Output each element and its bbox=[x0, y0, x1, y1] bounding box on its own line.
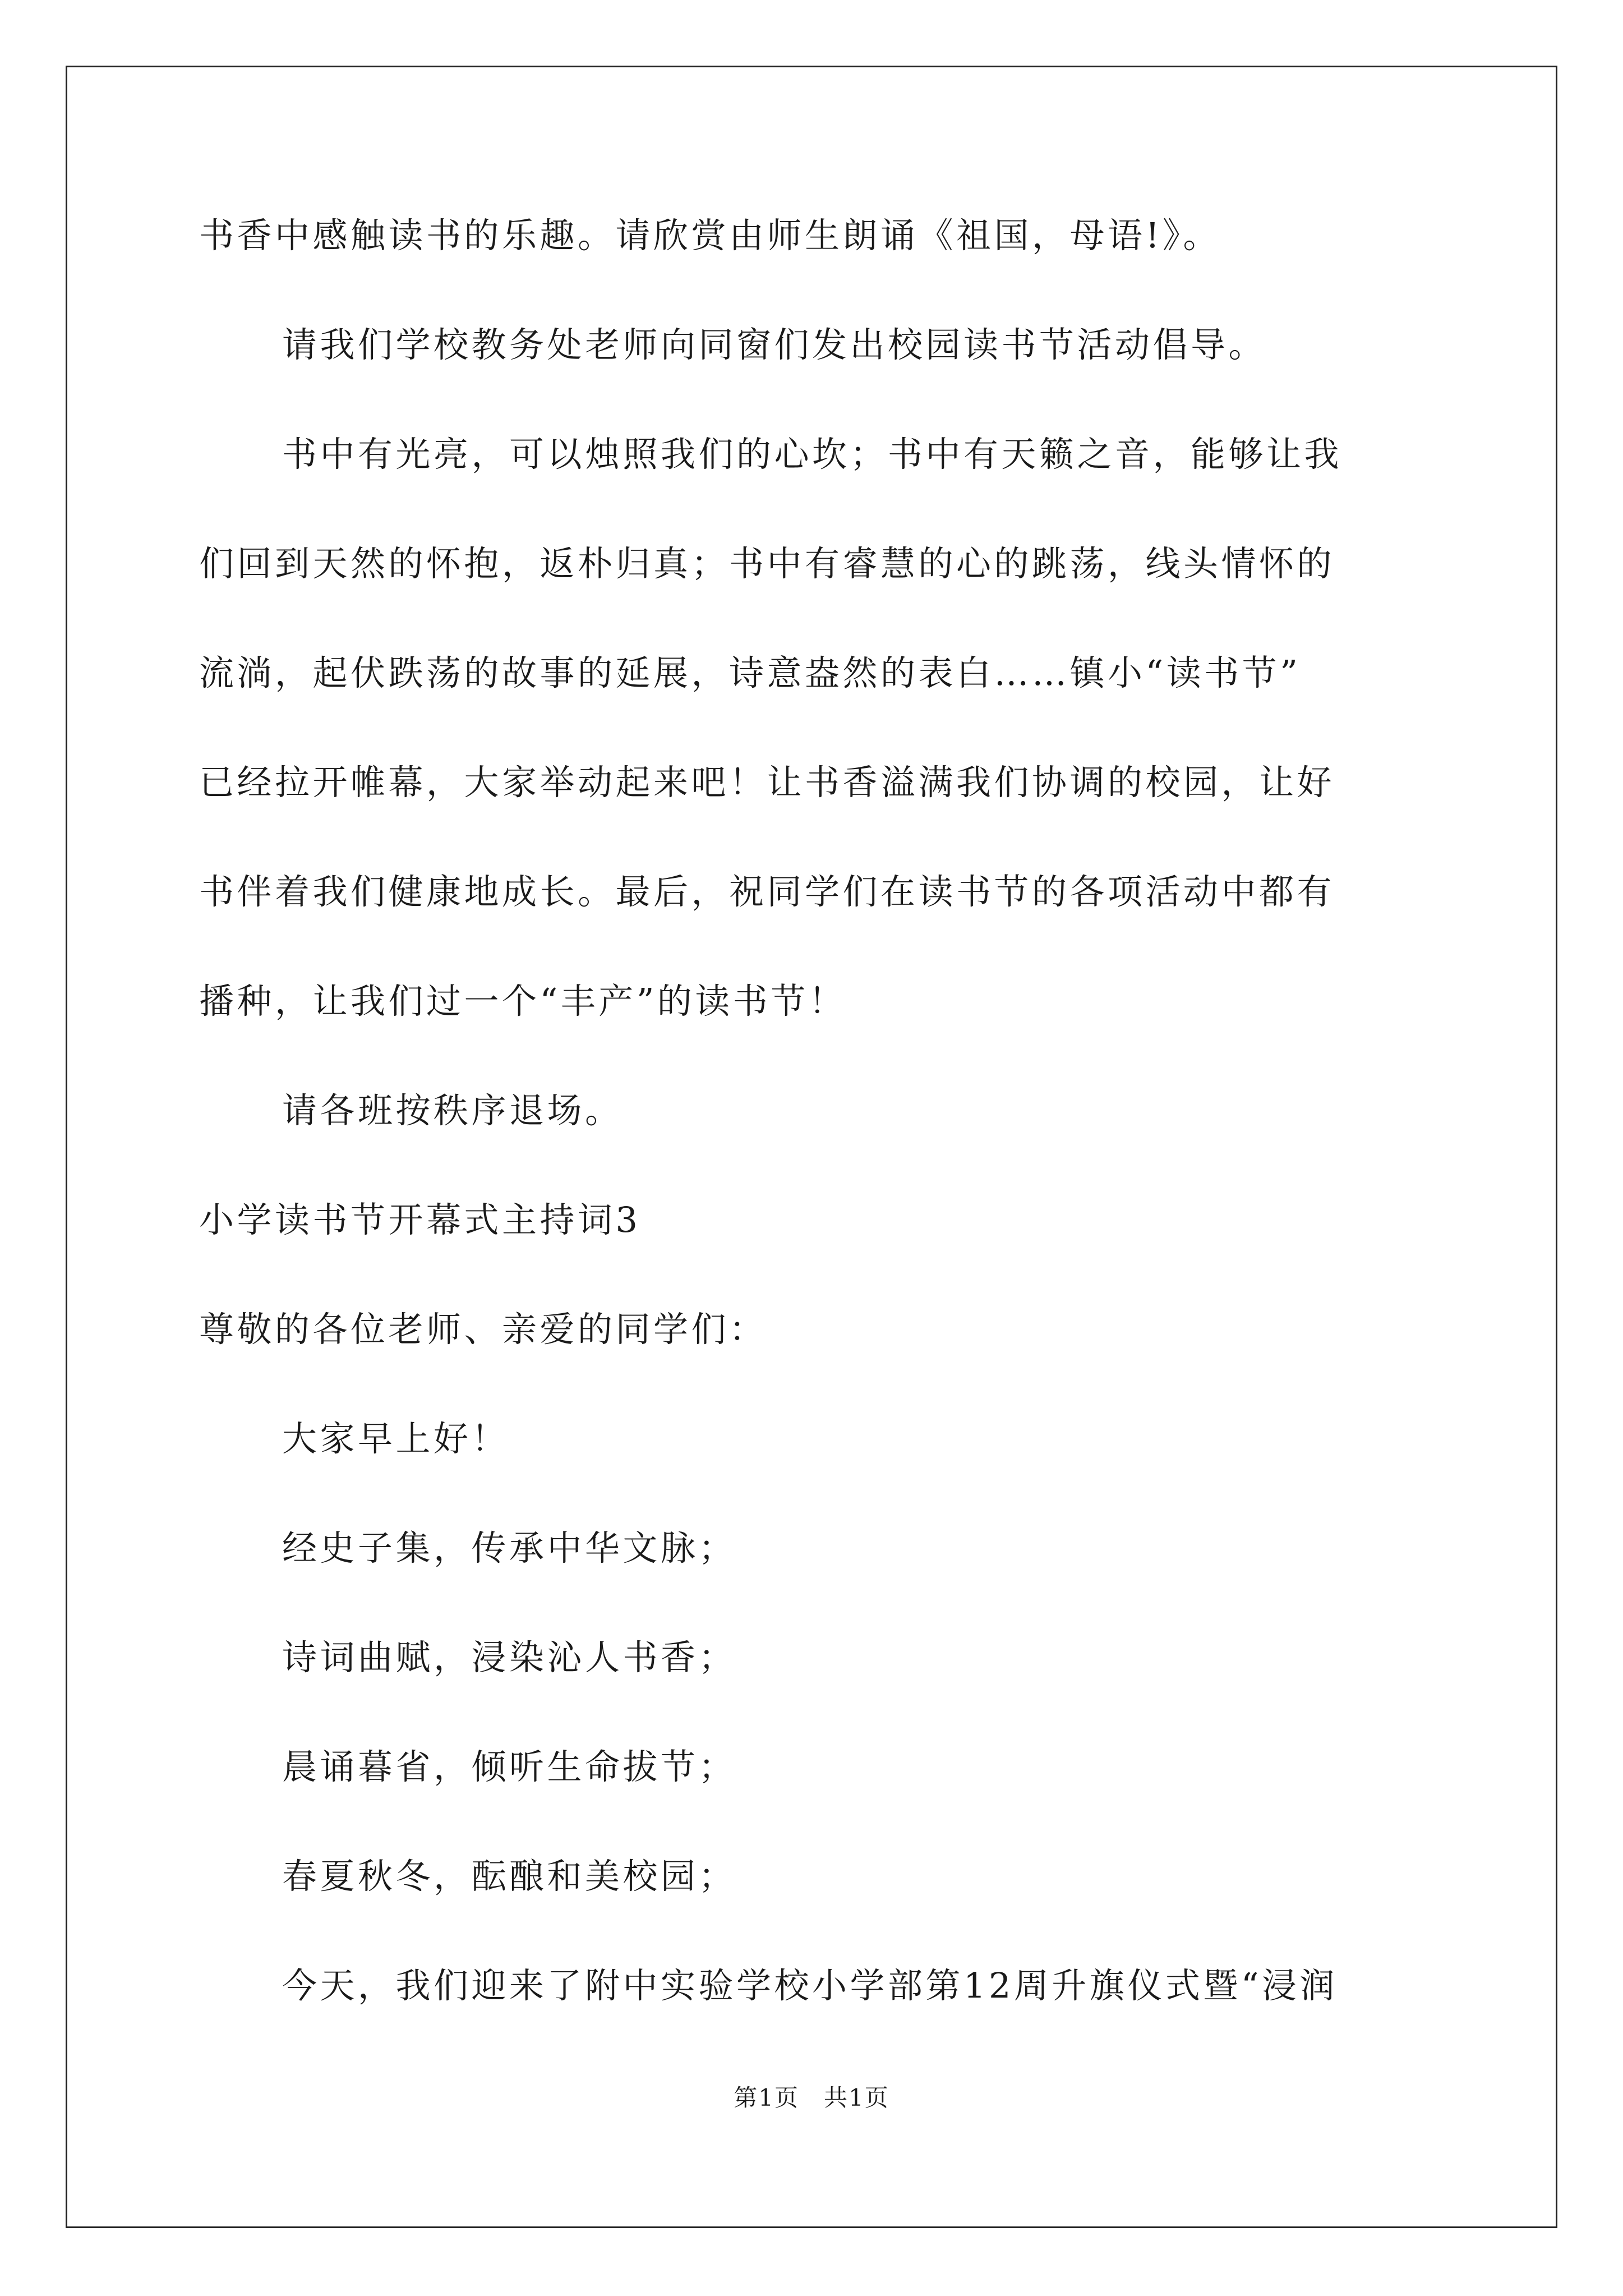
text-line: 书伴着我们健康地成长。最后，祝同学们在读书节的各项活动中都有 bbox=[199, 871, 1335, 912]
salutation: 尊敬的各位老师、亲爱的同学们： bbox=[199, 1309, 767, 1350]
text-line: 今天，我们迎来了附中实验学校小学部第12周升旗仪式暨“浸润 bbox=[282, 1965, 1338, 2006]
text-line: 诗词曲赋，浸染沁人书香； bbox=[282, 1637, 737, 1678]
text-line: 请我们学校教务处老师向同窗们发出校园读书节活动倡导。 bbox=[282, 324, 1267, 365]
text-line: 大家早上好！ bbox=[282, 1418, 510, 1459]
section-heading: 小学读书节开幕式主持词3 bbox=[199, 1199, 641, 1240]
text-line: 请各班按秩序退场。 bbox=[282, 1090, 623, 1131]
text-line: 书香中感触读书的乐趣。请欣赏由师生朗诵《祖国，母语!》。 bbox=[199, 215, 1221, 256]
text-line: 经史子集，传承中华文脉； bbox=[282, 1527, 737, 1568]
page-footer: 第1页 共1页 bbox=[734, 2084, 889, 2111]
text-line: 晨诵暮省，倾听生命拔节； bbox=[282, 1746, 737, 1787]
text-line: 已经拉开帷幕，大家举动起来吧！让书香溢满我们协调的校园，让好 bbox=[199, 762, 1335, 803]
text-line: 们回到天然的怀抱，返朴归真；书中有睿慧的心的跳荡，线头情怀的 bbox=[199, 543, 1335, 584]
text-line: 书中有光亮，可以烛照我们的心坎；书中有天籁之音，能够让我 bbox=[282, 434, 1343, 475]
page-border bbox=[66, 66, 1557, 2228]
text-line: 播种，让我们过一个“丰产”的读书节！ bbox=[199, 981, 847, 1022]
text-line: 春夏秋冬，酝酿和美校园； bbox=[282, 1856, 737, 1897]
text-line: 流淌，起伏跌荡的故事的延展，诗意盎然的表白……镇小“读书节” bbox=[199, 652, 1301, 693]
